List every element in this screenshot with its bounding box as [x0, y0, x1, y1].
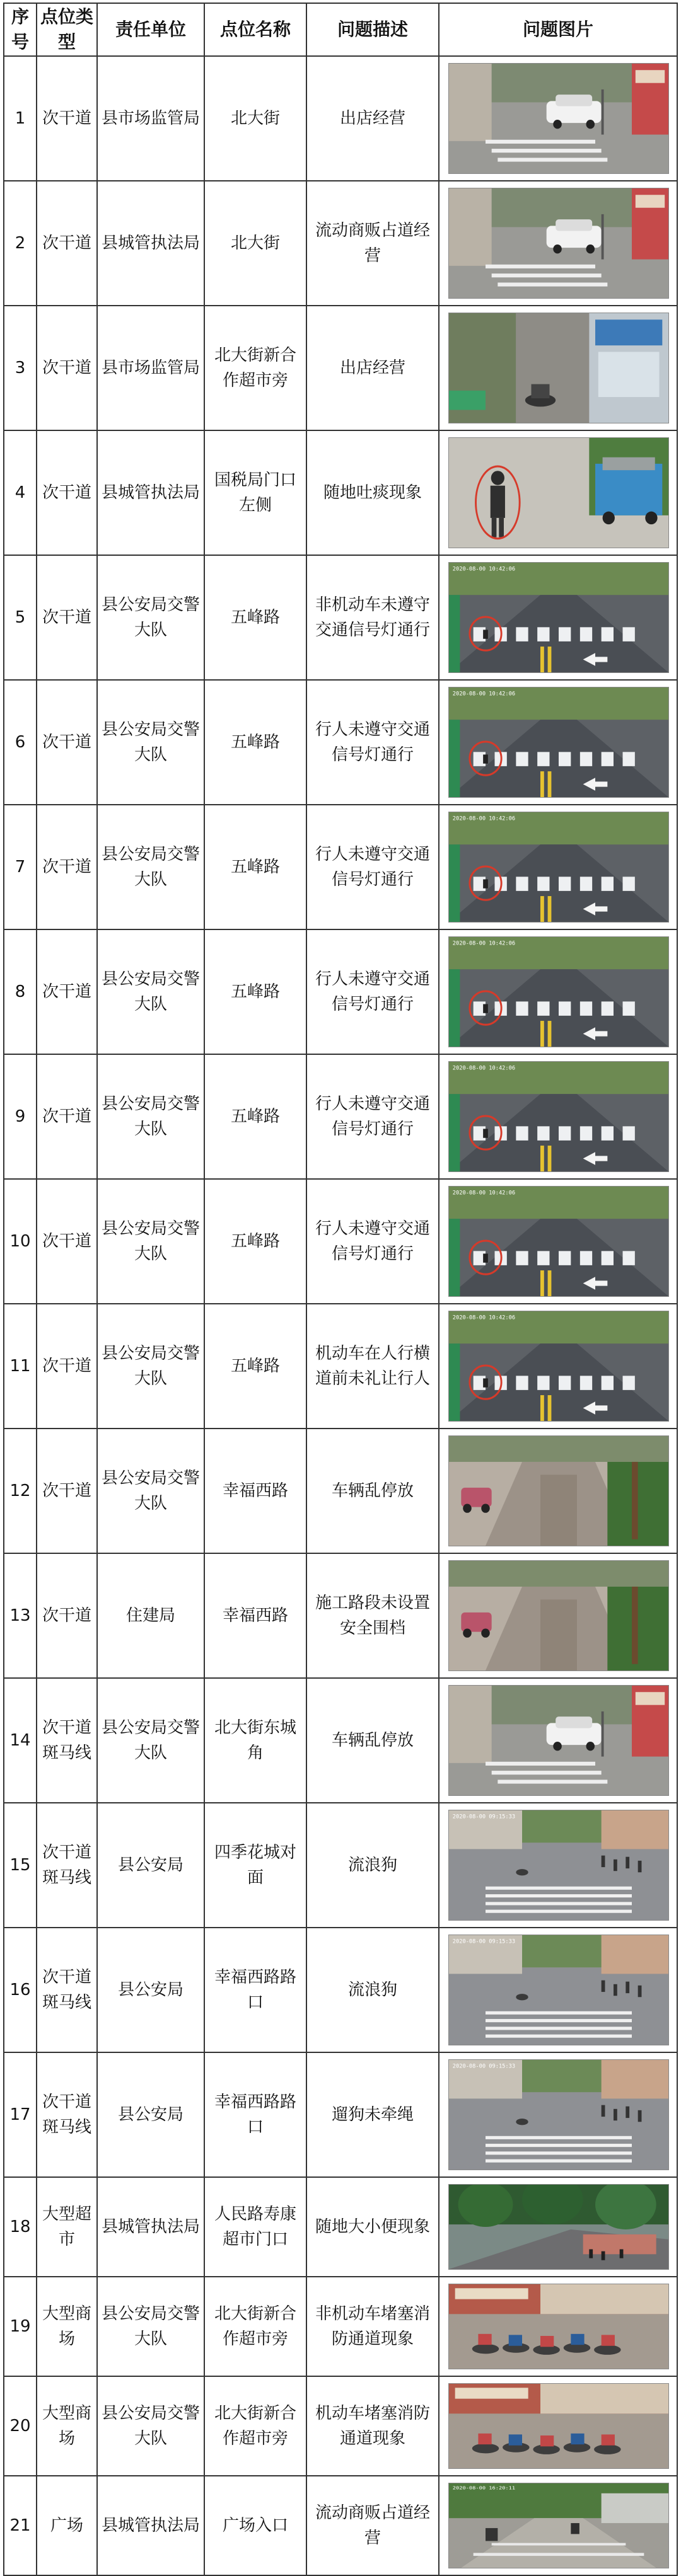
row-unit: 县公安局交警大队: [97, 929, 204, 1054]
row-unit: 县城管执法局: [97, 430, 204, 555]
svg-text:2020-08-00 10:42:06: 2020-08-00 10:42:06: [452, 1065, 516, 1072]
table-row: [4, 1304, 677, 1429]
row-type: 次干道斑马线: [37, 1928, 97, 2052]
table-row: [4, 2277, 677, 2376]
svg-text:2020-08-00 10:42:06: 2020-08-00 10:42:06: [452, 1314, 516, 1321]
table-header-row: [4, 3, 677, 56]
row-description: 随地吐痰现象: [306, 430, 439, 555]
row-photo-cell: [439, 929, 677, 1054]
row-photo-cell: [439, 555, 677, 680]
row-place: 五峰路: [204, 555, 306, 680]
row-photo-cell: [439, 2476, 677, 2575]
row-type: 次干道: [37, 181, 97, 306]
header-description: 问题描述: [306, 3, 439, 56]
row-type: 次干道: [37, 1054, 97, 1179]
row-unit: 县公安局交警大队: [97, 805, 204, 929]
row-place: 北大街新合作超市旁: [204, 306, 306, 430]
row-description: 出店经营: [306, 306, 439, 430]
inspection-table: [3, 3, 678, 2576]
table-row: [4, 555, 677, 680]
row-unit: 县公安局: [97, 1803, 204, 1928]
row-description: 车辆乱停放: [306, 1678, 439, 1803]
problem-photo-image: [448, 2284, 669, 2369]
table-row: [4, 680, 677, 805]
row-description: 机动车在人行横道前未礼让行人: [306, 1304, 439, 1429]
row-index: 9: [4, 1054, 37, 1179]
row-index: 2: [4, 181, 37, 306]
row-unit: 县城管执法局: [97, 2476, 204, 2575]
row-description: 施工路段未设置安全围档: [306, 1553, 439, 1678]
row-place: 五峰路: [204, 1054, 306, 1179]
problem-photo-image: [448, 437, 669, 548]
row-index: 15: [4, 1803, 37, 1928]
row-place: 幸福西路: [204, 1553, 306, 1678]
table-row: [4, 1553, 677, 1678]
row-unit: 县公安局: [97, 1928, 204, 2052]
table-row: [4, 430, 677, 555]
row-photo-cell: [439, 680, 677, 805]
row-unit: 县公安局交警大队: [97, 2376, 204, 2476]
row-photo-cell: [439, 430, 677, 555]
row-description: 流动商贩占道经营: [306, 181, 439, 306]
table-row: [4, 805, 677, 929]
problem-photo-image: [448, 313, 669, 423]
row-place: 五峰路: [204, 680, 306, 805]
row-type: 次干道: [37, 680, 97, 805]
problem-photo-image: [448, 1435, 669, 1546]
svg-text:2020-08-00 10:42:06: 2020-08-00 10:42:06: [452, 566, 516, 573]
table-row: [4, 2476, 677, 2575]
row-description: 行人未遵守交通信号灯通行: [306, 1179, 439, 1304]
problem-photo-image: [448, 936, 669, 1047]
row-place: 五峰路: [204, 929, 306, 1054]
svg-text:2020-08-00 10:42:06: 2020-08-00 10:42:06: [452, 691, 516, 698]
table-row: [4, 1429, 677, 1553]
row-place: 幸福西路路口: [204, 2052, 306, 2177]
row-description: 行人未遵守交通信号灯通行: [306, 680, 439, 805]
row-description: 车辆乱停放: [306, 1429, 439, 1553]
svg-text:2020-08-00 10:42:06: 2020-08-00 10:42:06: [452, 1190, 516, 1197]
row-place: 四季花城对面: [204, 1803, 306, 1928]
row-description: 非机动车未遵守交通信号灯通行: [306, 555, 439, 680]
row-place: 广场入口: [204, 2476, 306, 2575]
row-unit: 县公安局交警大队: [97, 555, 204, 680]
row-photo-cell: [439, 181, 677, 306]
row-unit: 县市场监管局: [97, 306, 204, 430]
row-unit: 县公安局交警大队: [97, 1678, 204, 1803]
row-type: 广场: [37, 2476, 97, 2575]
svg-text:2020-08-00 10:42:06: 2020-08-00 10:42:06: [452, 940, 516, 947]
row-photo-cell: [439, 1803, 677, 1928]
row-place: 北大街东城角: [204, 1678, 306, 1803]
header-photo: 问题图片: [439, 3, 677, 56]
problem-photo-image: [448, 1311, 669, 1422]
row-place: 北大街新合作超市旁: [204, 2376, 306, 2476]
row-type: 次干道: [37, 555, 97, 680]
row-unit: 县公安局交警大队: [97, 2277, 204, 2376]
row-type: 大型超市: [37, 2177, 97, 2277]
row-place: 幸福西路: [204, 1429, 306, 1553]
row-place: 五峰路: [204, 1179, 306, 1304]
row-type: 大型商场: [37, 2277, 97, 2376]
table-row: [4, 2177, 677, 2277]
svg-text:2020-08-00 09:15:33: 2020-08-00 09:15:33: [452, 1938, 516, 1945]
table-row: [4, 1179, 677, 1304]
problem-photo-image: [448, 562, 669, 673]
inspection-table-sheet: [3, 3, 677, 2576]
row-type: 次干道: [37, 1304, 97, 1429]
row-index: 8: [4, 929, 37, 1054]
row-type: 次干道斑马线: [37, 2052, 97, 2177]
row-type: 次干道: [37, 306, 97, 430]
row-description: 流浪狗: [306, 1803, 439, 1928]
row-index: 1: [4, 56, 37, 181]
problem-photo-image: [448, 2184, 669, 2270]
row-type: 次干道: [37, 430, 97, 555]
row-index: 6: [4, 680, 37, 805]
row-index: 12: [4, 1429, 37, 1553]
row-index: 18: [4, 2177, 37, 2277]
problem-photo-image: [448, 1810, 669, 1921]
row-index: 16: [4, 1928, 37, 2052]
problem-photo-image: [448, 812, 669, 923]
row-index: 19: [4, 2277, 37, 2376]
row-unit: 县公安局交警大队: [97, 1429, 204, 1553]
row-photo-cell: [439, 306, 677, 430]
row-unit: 县城管执法局: [97, 2177, 204, 2277]
row-photo-cell: [439, 1054, 677, 1179]
row-description: 遛狗未牵绳: [306, 2052, 439, 2177]
row-index: 11: [4, 1304, 37, 1429]
row-photo-cell: [439, 2277, 677, 2376]
row-type: 次干道: [37, 805, 97, 929]
row-photo-cell: [439, 2376, 677, 2476]
row-unit: 住建局: [97, 1553, 204, 1678]
row-index: 20: [4, 2376, 37, 2476]
row-unit: 县公安局交警大队: [97, 1054, 204, 1179]
row-index: 17: [4, 2052, 37, 2177]
row-description: 机动车堵塞消防通道现象: [306, 2376, 439, 2476]
problem-photo-image: [448, 188, 669, 299]
table-row: [4, 2052, 677, 2177]
header-place: 点位名称: [204, 3, 306, 56]
row-unit: 县公安局交警大队: [97, 1179, 204, 1304]
table-row: [4, 306, 677, 430]
row-photo-cell: [439, 1928, 677, 2052]
row-place: 人民路寿康超市门口: [204, 2177, 306, 2277]
row-type: 次干道: [37, 1553, 97, 1678]
table-row: [4, 1803, 677, 1928]
svg-text:2020-08-00 09:15:33: 2020-08-00 09:15:33: [452, 1814, 516, 1820]
problem-photo-image: [448, 2483, 669, 2568]
row-index: 3: [4, 306, 37, 430]
row-place: 五峰路: [204, 805, 306, 929]
row-description: 行人未遵守交通信号灯通行: [306, 929, 439, 1054]
header-index: 序号: [4, 3, 37, 56]
problem-photo-image: [448, 1935, 669, 2045]
table-row: [4, 1678, 677, 1803]
row-photo-cell: [439, 2177, 677, 2277]
row-type: 次干道斑马线: [37, 1803, 97, 1928]
row-photo-cell: [439, 1304, 677, 1429]
row-unit: 县公安局: [97, 2052, 204, 2177]
table-row: [4, 1054, 677, 1179]
row-place: 国税局门口左侧: [204, 430, 306, 555]
row-place: 五峰路: [204, 1304, 306, 1429]
row-index: 13: [4, 1553, 37, 1678]
problem-photo-image: [448, 2383, 669, 2469]
problem-photo-image: [448, 63, 669, 174]
table-row: [4, 56, 677, 181]
table-row: [4, 181, 677, 306]
problem-photo-image: [448, 1186, 669, 1297]
row-description: 行人未遵守交通信号灯通行: [306, 1054, 439, 1179]
problem-photo-image: [448, 1560, 669, 1671]
row-photo-cell: [439, 1179, 677, 1304]
row-photo-cell: [439, 1429, 677, 1553]
row-index: 7: [4, 805, 37, 929]
table-row: [4, 2376, 677, 2476]
row-photo-cell: [439, 56, 677, 181]
row-photo-cell: [439, 1553, 677, 1678]
problem-photo-image: [448, 687, 669, 798]
row-index: 4: [4, 430, 37, 555]
row-photo-cell: [439, 805, 677, 929]
header-type: 点位类型: [37, 3, 97, 56]
table-row: [4, 1928, 677, 2052]
row-description: 非机动车堵塞消防通道现象: [306, 2277, 439, 2376]
row-unit: 县市场监管局: [97, 56, 204, 181]
row-index: 5: [4, 555, 37, 680]
row-index: 21: [4, 2476, 37, 2575]
row-unit: 县公安局交警大队: [97, 1304, 204, 1429]
row-description: 出店经营: [306, 56, 439, 181]
row-place: 北大街: [204, 56, 306, 181]
row-description: 随地大小便现象: [306, 2177, 439, 2277]
row-photo-cell: [439, 2052, 677, 2177]
row-type: 大型商场: [37, 2376, 97, 2476]
row-place: 北大街新合作超市旁: [204, 2277, 306, 2376]
row-photo-cell: [439, 1678, 677, 1803]
row-description: 行人未遵守交通信号灯通行: [306, 805, 439, 929]
table-row: [4, 929, 677, 1054]
row-type: 次干道: [37, 1179, 97, 1304]
row-unit: 县公安局交警大队: [97, 680, 204, 805]
svg-text:2020-08-00 10:42:06: 2020-08-00 10:42:06: [452, 815, 516, 822]
svg-text:2020-08-00 09:15:33: 2020-08-00 09:15:33: [452, 2063, 516, 2070]
row-description: 流浪狗: [306, 1928, 439, 2052]
svg-text:2020-08-00 16:20:11: 2020-08-00 16:20:11: [452, 2485, 516, 2491]
problem-photo-image: [448, 1061, 669, 1172]
row-unit: 县城管执法局: [97, 181, 204, 306]
header-unit: 责任单位: [97, 3, 204, 56]
row-index: 10: [4, 1179, 37, 1304]
row-place: 幸福西路路口: [204, 1928, 306, 2052]
row-place: 北大街: [204, 181, 306, 306]
problem-photo-image: [448, 1685, 669, 1796]
row-type: 次干道: [37, 56, 97, 181]
row-type: 次干道斑马线: [37, 1678, 97, 1803]
row-description: 流动商贩占道经营: [306, 2476, 439, 2575]
row-type: 次干道: [37, 1429, 97, 1553]
problem-photo-image: [448, 2059, 669, 2170]
row-index: 14: [4, 1678, 37, 1803]
row-type: 次干道: [37, 929, 97, 1054]
